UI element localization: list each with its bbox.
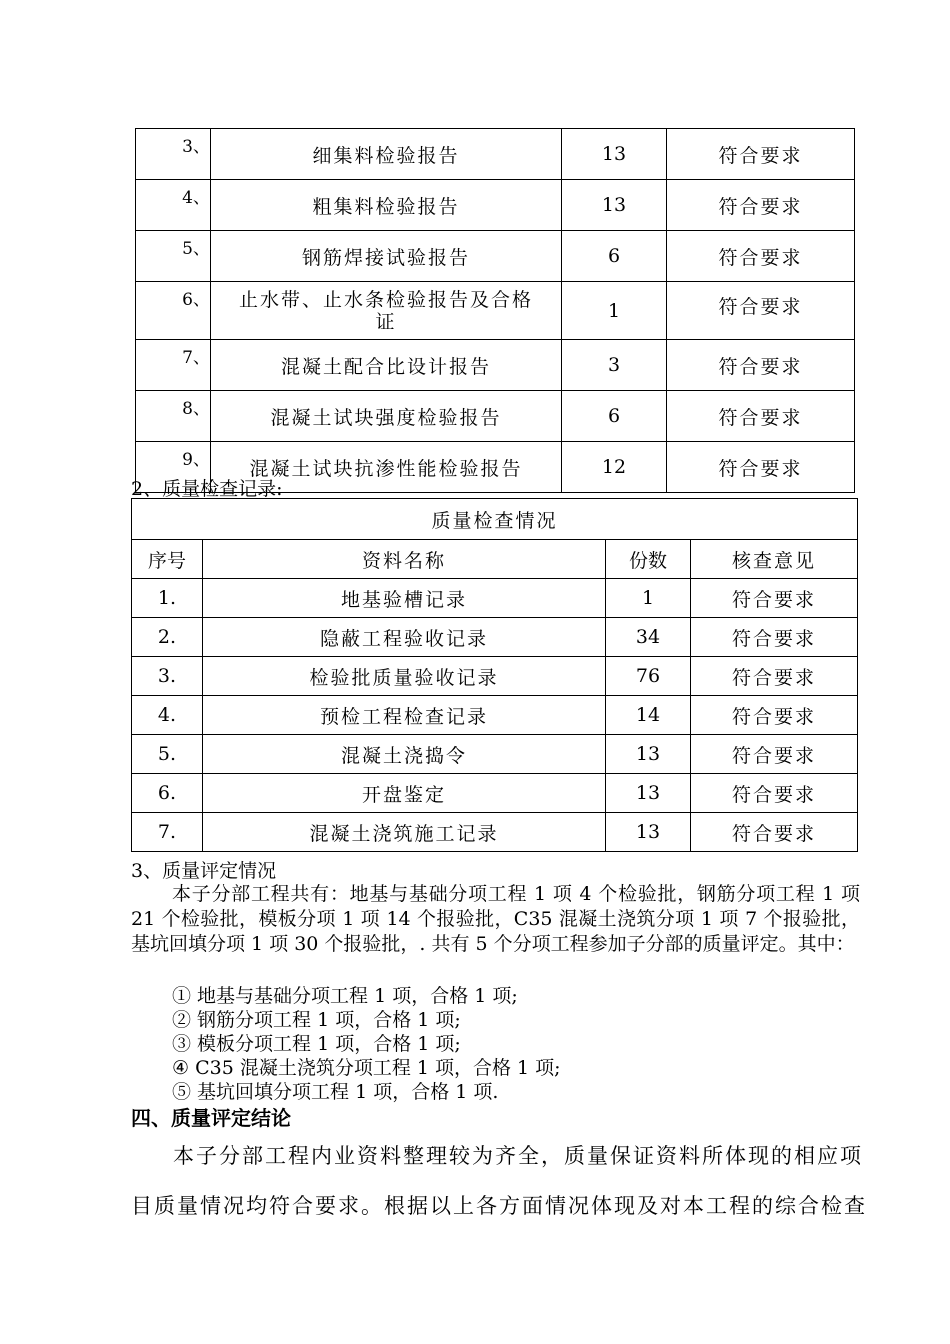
check-opinion: 符合要求: [691, 774, 858, 813]
section-4-heading: 四、质量评定结论: [131, 1106, 291, 1130]
check-result: 符合要求: [667, 340, 855, 391]
table-row: [132, 579, 858, 618]
row-number: 9、: [136, 442, 211, 493]
row-number: 7.: [132, 813, 203, 852]
section-3-label: 3、质量评定情况: [131, 860, 277, 882]
record-count: 34: [606, 618, 691, 657]
table-row: [132, 657, 858, 696]
row-number: 8、: [136, 391, 211, 442]
header-name: 资料名称: [203, 540, 606, 579]
record-name: 开盘鉴定: [203, 774, 606, 813]
header-no: 序号: [132, 540, 203, 579]
check-opinion: 符合要求: [691, 696, 858, 735]
document-name-line2: 证: [375, 310, 397, 333]
document-name: 混凝土配合比设计报告: [211, 340, 562, 391]
record-count: 76: [606, 657, 691, 696]
record-count: 1: [606, 579, 691, 618]
table-row: [136, 282, 855, 340]
table-header-row: [132, 540, 858, 579]
table-row: [136, 340, 855, 391]
record-count: 13: [606, 735, 691, 774]
header-opinion: 核查意见: [691, 540, 858, 579]
document-count: 12: [562, 442, 667, 493]
document-count: 3: [562, 340, 667, 391]
document-name: 钢筋焊接试验报告: [211, 231, 562, 282]
list-item: ① 地基与基础分项工程 1 项，合格 1 项;: [172, 985, 518, 1007]
document-name: 混凝土试块抗渗性能检验报告: [211, 442, 562, 493]
section-3-paragraph: 本子分部工程共有：地基与基础分项工程 1 项 4 个检验批，钢筋分项工程 1 项 21 个检验批，模板分项 1 项 14 个报验批，C35 混凝土浇筑分项 1 项 7 个报验批，基坑回填分项 1 项 30 个报验批，. 共有 5 个分项工程参加子分部的质量评定。其中：: [131, 883, 860, 955]
table-row: [132, 774, 858, 813]
record-count: 13: [606, 813, 691, 852]
document-name: [211, 282, 562, 340]
document-count: 6: [562, 231, 667, 282]
table-row: [136, 231, 855, 282]
document-name-line1: 止水带、止水条检验报告及合格: [238, 288, 533, 311]
document-count: 6: [562, 391, 667, 442]
record-name: 预检工程检查记录: [203, 696, 606, 735]
table-row: [132, 735, 858, 774]
document-name: 细集料检验报告: [211, 129, 562, 180]
conclusion-line-1: 本子分部工程内业资料整理较为齐全，质量保证资料所体现的相应项: [173, 1144, 863, 1168]
record-name: 混凝土浇捣令: [203, 735, 606, 774]
table-row: [132, 813, 858, 852]
row-number: 4.: [132, 696, 203, 735]
list-item: ④ C35 混凝土浇筑分项工程 1 项，合格 1 项;: [172, 1057, 561, 1079]
row-number: 6、: [136, 282, 211, 340]
check-result: 符合要求: [667, 391, 855, 442]
document-count: 13: [562, 129, 667, 180]
check-opinion: 符合要求: [691, 579, 858, 618]
check-result: 符合要求: [667, 442, 855, 493]
header-count: 份数: [606, 540, 691, 579]
section-2-label: 2、质量检查记录:: [131, 478, 283, 500]
list-item: ③ 模板分项工程 1 项，合格 1 项;: [172, 1033, 461, 1055]
list-item: ⑤ 基坑回填分项工程 1 项，合格 1 项.: [172, 1081, 499, 1103]
document-count: 1: [562, 282, 667, 340]
check-opinion: 符合要求: [691, 735, 858, 774]
row-number: 4、: [136, 180, 211, 231]
row-number: 3、: [136, 129, 211, 180]
quality-check-table: [131, 498, 858, 852]
list-item: ② 钢筋分项工程 1 项，合格 1 项;: [172, 1009, 461, 1031]
check-opinion: 符合要求: [691, 813, 858, 852]
row-number: 2.: [132, 618, 203, 657]
row-number: 5.: [132, 735, 203, 774]
row-number: 1.: [132, 579, 203, 618]
check-opinion: 符合要求: [691, 657, 858, 696]
row-number: 5、: [136, 231, 211, 282]
check-result: 符合要求: [667, 231, 855, 282]
check-result: 符合要求: [667, 282, 855, 340]
conclusion-line-2: 目质量情况均符合要求。根据以上各方面情况体现及对本工程的综合检查: [131, 1194, 867, 1218]
check-result: 符合要求: [667, 180, 855, 231]
document-name: 粗集料检验报告: [211, 180, 562, 231]
record-name: 检验批质量验收记录: [203, 657, 606, 696]
table-row: [136, 391, 855, 442]
material-test-table: [135, 128, 855, 493]
document-name: 混凝土试块强度检验报告: [211, 391, 562, 442]
record-name: 隐蔽工程验收记录: [203, 618, 606, 657]
check-result: 符合要求: [667, 129, 855, 180]
check-opinion: 符合要求: [691, 618, 858, 657]
document-count: 13: [562, 180, 667, 231]
row-number: 3.: [132, 657, 203, 696]
table-title: 质量检查情况: [132, 499, 858, 540]
record-name: 混凝土浇筑施工记录: [203, 813, 606, 852]
table-row: [136, 129, 855, 180]
table-row: [132, 618, 858, 657]
record-count: 13: [606, 774, 691, 813]
table-title-row: [132, 499, 858, 540]
table-row: [132, 696, 858, 735]
row-number: 7、: [136, 340, 211, 391]
record-count: 14: [606, 696, 691, 735]
row-number: 6.: [132, 774, 203, 813]
record-name: 地基验槽记录: [203, 579, 606, 618]
table-row: [136, 180, 855, 231]
